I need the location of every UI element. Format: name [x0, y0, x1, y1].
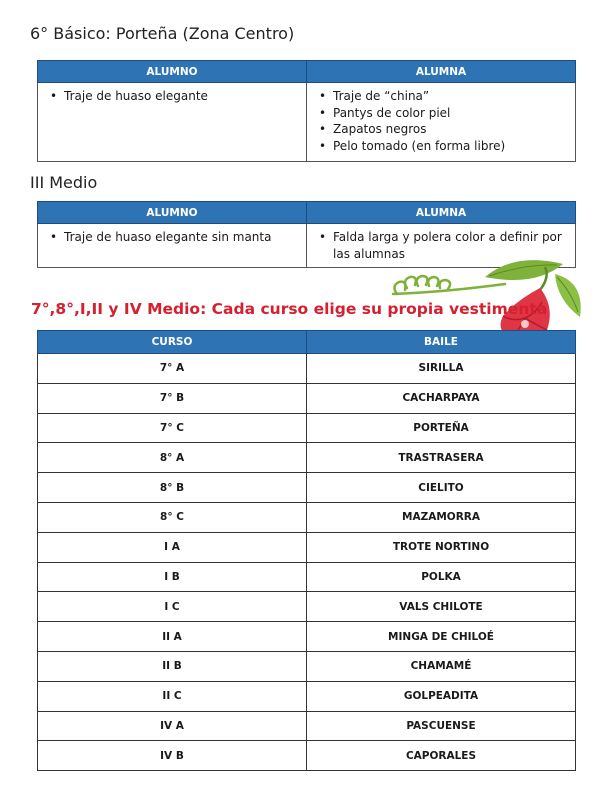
curso-cell: 8° A [38, 443, 307, 473]
baile-cell: PORTEÑA [307, 413, 576, 443]
table-row [38, 622, 576, 652]
curso-cell: I B [38, 562, 307, 592]
table-row [38, 502, 576, 532]
attire-table-6-basico [37, 60, 576, 162]
alumno-cell [38, 224, 307, 268]
alumno-list [38, 88, 306, 105]
table-row [38, 562, 576, 592]
curso-cell: 7° A [38, 354, 307, 384]
list-item: • Pantys de color piel [333, 105, 575, 122]
baile-cell: SIRILLA [307, 354, 576, 384]
curso-cell: I C [38, 592, 307, 622]
curso-cell: 8° B [38, 473, 307, 503]
table-row [38, 741, 576, 771]
alumno-cell [38, 83, 307, 162]
col-header-curso: CURSO [38, 331, 307, 354]
list-item: • Zapatos negros [333, 121, 575, 138]
list-item: • Traje de huaso elegante [64, 88, 306, 105]
list-item: • Traje de “china” [333, 88, 575, 105]
baile-cell: GOLPEADITA [307, 681, 576, 711]
baile-cell: CACHARPAYA [307, 383, 576, 413]
list-item: • Traje de huaso elegante sin manta [64, 229, 306, 246]
col-header-alumna: ALUMNA [307, 202, 576, 224]
alumna-list [307, 88, 575, 154]
curso-cell: 8° C [38, 502, 307, 532]
baile-cell: CHAMAMÉ [307, 651, 576, 681]
baile-cell: TRASTRASERA [307, 443, 576, 473]
table-row [38, 592, 576, 622]
curso-cell: 7° B [38, 383, 307, 413]
curso-cell: II B [38, 651, 307, 681]
col-header-alumna: ALUMNA [307, 61, 576, 83]
table-row [38, 711, 576, 741]
baile-cell: TROTE NORTINO [307, 532, 576, 562]
list-item: • Pelo tomado (en forma libre) [333, 138, 575, 155]
curso-cell: I A [38, 532, 307, 562]
baile-cell: VALS CHILOTE [307, 592, 576, 622]
section-cursos-heading: 7°,8°,I,II y IV Medio: Cada curso elige su propia vestimenta [31, 300, 548, 318]
col-header-baile: BAILE [307, 331, 576, 354]
table-row [38, 443, 576, 473]
section-6-basico-heading: 6° Básico: Porteña (Zona Centro) [30, 24, 295, 43]
alumna-cell [307, 83, 576, 162]
col-header-alumno: ALUMNO [38, 202, 307, 224]
table-row [38, 681, 576, 711]
col-header-alumno: ALUMNO [38, 61, 307, 83]
table-row [38, 383, 576, 413]
baile-cell: POLKA [307, 562, 576, 592]
table-row [38, 473, 576, 503]
baile-cell: PASCUENSE [307, 711, 576, 741]
alumno-list [38, 229, 306, 246]
curso-cell: 7° C [38, 413, 307, 443]
baile-cell: MINGA DE CHILOÉ [307, 622, 576, 652]
curso-cell: IV B [38, 741, 307, 771]
baile-cell: MAZAMORRA [307, 502, 576, 532]
dance-assignment-table [37, 330, 576, 771]
curso-cell: II A [38, 622, 307, 652]
table-row [38, 354, 576, 384]
curso-cell: IV A [38, 711, 307, 741]
table-row [38, 532, 576, 562]
curso-cell: II C [38, 681, 307, 711]
section-iii-medio-heading: III Medio [30, 173, 98, 192]
baile-cell: CAPORALES [307, 741, 576, 771]
baile-cell: CIELITO [307, 473, 576, 503]
table-row [38, 651, 576, 681]
table-row [38, 413, 576, 443]
list-item: • Falda larga y polera color a definir por las alumnas [333, 229, 575, 262]
